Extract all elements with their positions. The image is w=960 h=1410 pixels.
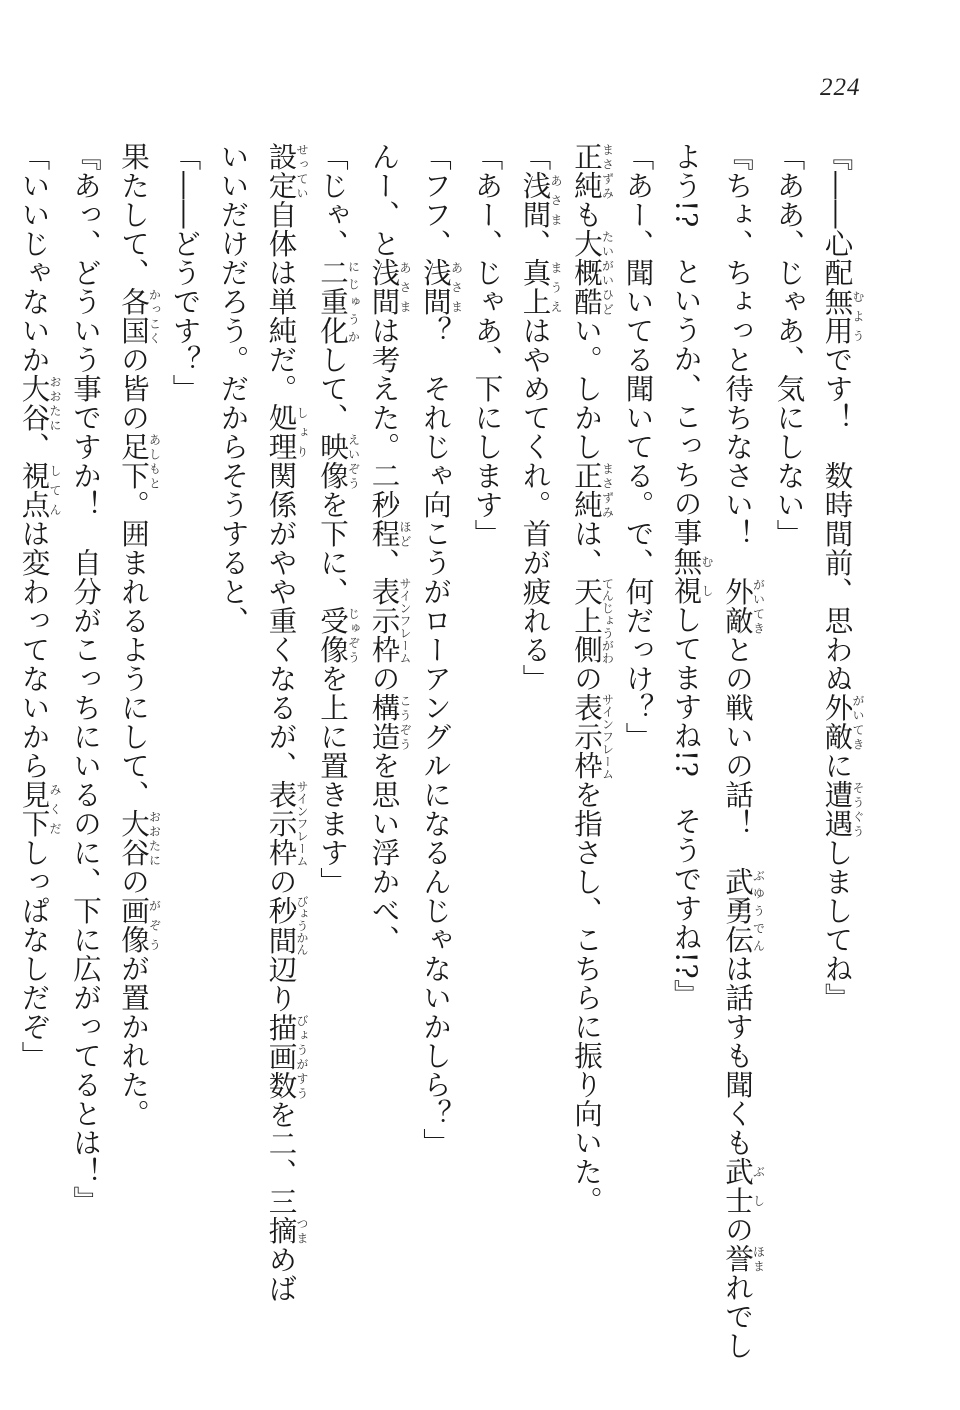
furigana-word: 視点してん [17,461,62,519]
furigana-reading: してん [48,461,62,519]
furigana-word: 足下あしもと [117,432,162,490]
furigana-reading: にじゅうか [346,258,361,345]
furigana-word: 表示枠サインフレーム [367,577,412,664]
furigana-word: 正純まさずみ [570,142,615,200]
furigana-reading: つま [295,1216,309,1245]
furigana-reading: そうぐう [851,780,865,838]
text-line: 果たして、各国かっこくの皆の足下あしもと。囲まれるようにして、大谷おおたにの画像がぞうが置かれた。 [117,142,162,1128]
furigana-reading: がぞう [147,896,162,954]
furigana-word: 正純まさずみ [570,461,615,519]
text-line: 「浅間あさま、真上まうえはやめてくれ。首が疲れる」 [518,142,563,693]
vertical-text-body [17,142,865,1360]
furigana-reading: たいがいひど [600,229,615,316]
furigana-word: 映像えいぞう [316,432,361,490]
furigana-word: 処理しょり [264,403,309,461]
text-line: んー、と浅間あさまは考えた。二秒程ほど、表示枠サインフレームの構造こうぞうを思い浮かべ、 [367,142,412,954]
furigana-reading: あさま [398,258,412,316]
furigana-reading: みくだ [48,780,62,838]
text-line: 「ああ、じゃあ、気にしない」 [772,142,806,548]
text-line: 『――心配無用むようです！ 数時間前、思わぬ外敵がいてきに遭遇そうぐうしましてね』 [820,142,865,1012]
furigana-word: 無用むよう [820,287,865,345]
text-line: いいだけだろう。だからそうすると、 [216,142,250,635]
furigana-reading: かっこく [147,287,162,345]
text-line: 「じゃ、二重化にじゅうかして、映像えいぞうを下に、受像じゅぞうを上に置きます」 [316,142,361,896]
furigana-word: 程ほど [367,519,412,548]
furigana-reading: せってい [295,142,309,200]
text-line: 『あっ、どういう事ですか！ 自分がこっちにいるのに、下に広がってるとは！』 [69,142,102,1215]
furigana-reading: ほど [398,519,412,548]
text-line: 正純まさずみも大概酷たいがいひどい。しかし正純まさずみは、天上側てんじょうがわの表示枠サインフレームを指さし、こちらに振り向いた。 [570,142,615,1215]
furigana-word: 浅間あさま [367,258,412,316]
furigana-reading: しょり [295,403,309,461]
furigana-reading: ほま [751,1244,766,1273]
furigana-reading: じゅぞう [346,606,361,664]
furigana-reading: びょうかん [295,895,309,956]
text-line: よう!? というか、こっちの事無視むししてますね!? そうですね!?』 [669,142,714,1009]
furigana-reading: まうえ [549,258,563,316]
page-number: 224 [820,74,861,101]
furigana-word: 二重化にじゅうか [316,258,361,345]
furigana-word: 外敵がいてき [721,577,766,635]
furigana-word: 武士ぶし [721,1157,766,1215]
furigana-reading: サインフレーム [398,577,412,664]
furigana-reading: おおたに [48,374,62,432]
furigana-reading: がいてき [751,577,766,635]
text-line: 「――どうです？」 [168,142,202,403]
furigana-reading: むし [700,546,714,605]
text-line: 「あー、じゃあ、下にします」 [470,142,504,548]
furigana-reading: ぶゆうでん [751,867,766,954]
furigana-word: 遭遇そうぐう [820,780,865,838]
furigana-word: 武勇伝ぶゆうでん [721,867,766,954]
furigana-word: 描画数びょうがすう [264,1013,309,1100]
furigana-word: 無視むし [669,546,714,605]
text-line: 「フフ、浅間あさま？ それじゃ向こうがローアングルになるんじゃないかしら？」 [419,142,464,1157]
furigana-word: 大谷おおたに [17,374,62,432]
furigana-word: 天上側てんじょうがわ [570,577,615,664]
furigana-reading: まさずみ [600,461,615,519]
text-line: 「いいじゃないか大谷おおたに、視点してんは変わってないから見下みくだしっぱなしだぞ」 [17,142,62,1070]
furigana-reading: あさま [549,171,563,229]
furigana-word: 大概酷たいがいひど [570,229,615,316]
furigana-reading: えいぞう [346,432,361,490]
furigana-word: 誉ほま [721,1244,766,1273]
furigana-word: 真上まうえ [518,258,563,316]
furigana-reading: まさずみ [600,142,615,200]
furigana-reading: がいてき [851,693,865,751]
furigana-word: 外敵がいてき [820,693,865,751]
text-line: 設定せってい自体は単純だ。処理しょり関係がやや重くなるが、表示枠サインフレームの秒間びょうかん辺り描画数びょうがすうを二、三摘つまめば [264,142,309,1303]
furigana-word: 表示枠サインフレーム [264,780,309,867]
furigana-word: 画像がぞう [117,896,162,954]
furigana-reading: てんじょうがわ [600,577,615,664]
furigana-word: 各国かっこく [117,287,162,345]
furigana-word: 大谷おおたに [117,809,162,867]
furigana-reading: あさま [449,258,464,316]
text-line: 『ちょ、ちょっと待ちなさい！ 外敵がいてきとの戦いの話！ 武勇伝ぶゆうでんは話すも聞くも武士ぶしの誉ほまれでし [721,142,766,1360]
text-line: 「あー、聞いてる聞いてる。で、何だっけ？」 [621,142,655,751]
furigana-word: 受像じゅぞう [316,606,361,664]
furigana-word: 摘つま [264,1216,309,1245]
furigana-word: 浅間あさま [518,171,563,229]
furigana-word: 構造こうぞう [367,693,412,751]
furigana-word: 設定せってい [264,142,309,200]
furigana-reading: むよう [851,287,865,345]
furigana-reading: びょうがすう [295,1013,309,1100]
furigana-reading: あしもと [147,432,162,490]
furigana-reading: ぶし [751,1157,766,1215]
furigana-reading: こうぞう [398,693,412,751]
furigana-reading: サインフレーム [295,780,309,867]
furigana-word: 浅間あさま [419,258,464,316]
furigana-word: 見下みくだ [17,780,62,838]
furigana-reading: おおたに [147,809,162,867]
furigana-word: 秒間びょうかん [264,895,309,956]
furigana-word: 表示枠サインフレーム [570,693,615,780]
furigana-reading: サインフレーム [600,693,615,780]
